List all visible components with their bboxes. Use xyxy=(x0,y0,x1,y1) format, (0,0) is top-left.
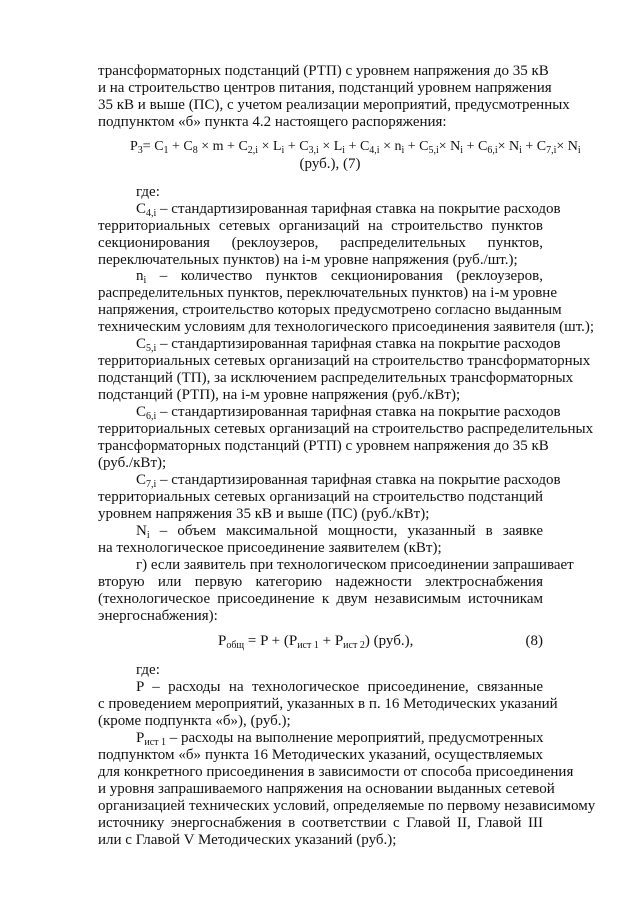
text-line: трансформаторных подстанций (РТП) с уровнем напряжения до 35 кВ xyxy=(98,63,549,79)
formula-7-term: × L xyxy=(318,139,343,154)
def-c6: $C_{6,i}$ – стандартизированная тарифная ставка на покрытие расходов xyxy=(136,404,561,422)
text-line: напряжения, строительство которых предусмотрено согласно выданным xyxy=(98,302,562,318)
formula-7-term: × N xyxy=(556,139,578,154)
formula-7-term: + C xyxy=(463,139,488,154)
text-line: подстанций (РТП), на i-м уровне напряжения (руб./кВт); xyxy=(98,387,461,403)
formula-7-term: × n xyxy=(379,139,402,154)
text-line: 35 кВ и выше (ПС), с учетом реализации мероприятий, предусмотренных xyxy=(98,97,570,113)
formula-7-subscript: i xyxy=(460,145,464,156)
text-line: источнику энергоснабжения в соответствии с Главой II, Главой III xyxy=(98,815,543,831)
text-line: секционирования (реклоузеров, распределительных пунктов, xyxy=(98,235,543,251)
text-line: подпунктом «б» пункта 16 Методических указаний, осуществляемых xyxy=(98,747,543,763)
text-line: г) если заявитель при технологическом присоединении запрашивает xyxy=(136,557,574,573)
text-line: уровнем напряжения 35 кВ и выше (ПС) (руб./кВт); xyxy=(98,506,430,522)
formula-7-subscript: 3,i xyxy=(308,145,319,156)
formula-7-term: × N xyxy=(497,139,520,154)
text-line: распределительных пунктов, переключательных пунктов) на i-м уровне xyxy=(98,285,557,301)
text-line: и уровня запрашиваемого напряжения на основании выданных сетевой xyxy=(98,781,555,797)
formula-7-term: + C xyxy=(521,139,547,154)
def-c7: $C_{7,i}$ – стандартизированная тарифная ставка на покрытие расходов xyxy=(136,472,561,490)
formula-7-subscript: 7,i xyxy=(546,145,557,156)
text-line: вторую или первую категорию надежности электроснабжения xyxy=(98,574,543,590)
text-line: трансформаторных подстанций (РТП) с уровнем напряжения до 35 кВ xyxy=(98,438,549,454)
formula-7-term: + C xyxy=(168,139,193,154)
formula-7-subscript: 4,i xyxy=(369,145,380,156)
formula-7-term: + C xyxy=(284,139,309,154)
formula-7-term: + C xyxy=(404,139,429,154)
text-line: подстанций (ТП), за исключением распределительных трансформаторных xyxy=(98,370,574,386)
text-line: и на строительство центров питания, подстанций уровнем напряжения xyxy=(98,80,552,96)
def-pist1: $P_{ист 1}$ – расходы на выполнение мероприятий, предусмотренных xyxy=(136,730,544,748)
text-line: территориальных сетевых организаций на строительство подстанций xyxy=(98,489,543,505)
formula-7-subscript: i xyxy=(342,145,346,156)
formula-7-term: + C xyxy=(345,139,370,154)
formula-7-term: × m + C xyxy=(197,139,248,154)
formula-7-subscript: 6,i xyxy=(487,145,498,156)
formula-8-number: (8) xyxy=(525,633,543,649)
text-line: территориальных сетевых организаций на строительство трансформаторных xyxy=(98,353,591,369)
formula-7-subscript: 2,i xyxy=(247,145,259,156)
text-line: территориальных сетевых организаций на строительство распределительных xyxy=(98,421,594,437)
formula-7-subscript: i xyxy=(519,145,522,156)
text-line: с проведением мероприятий, указанных в п. 16 Методических указаний xyxy=(98,696,558,712)
text-line: территориальных сетевых организаций на строительство пунктов xyxy=(98,218,543,234)
def-ni: $n_i$ – количество пунктов секционирования (реклоузеров, xyxy=(136,268,543,286)
text-line: на технологическое присоединение заявителем (кВт); xyxy=(98,540,442,556)
def-c5: $C_{5,i}$ – стандартизированная тарифная ставка на покрытие расходов xyxy=(136,336,561,354)
formula-7-term: × L xyxy=(258,139,282,154)
text-line: подпунктом «б» пункта 4.2 настоящего распоряжения: xyxy=(98,114,447,130)
text-line: (кроме подпункта «б»), (руб.); xyxy=(98,713,291,729)
formula-7-number: (руб.), (7) xyxy=(299,156,361,172)
def-c4: $C_{4,i}$ – стандартизированная тарифная ставка на покрытие расходов xyxy=(136,201,561,219)
text-line: или с Главой V Методических указаний (руб.); xyxy=(98,832,397,848)
formula-7-subscript: i xyxy=(281,145,285,156)
formula-7-subscript: 1 xyxy=(163,145,169,156)
text-line: техническим условиям для технологического присоединения заявителя (шт.); xyxy=(98,319,595,335)
formula-7-subscript: 8 xyxy=(192,145,198,156)
text-line: энергоснабжения): xyxy=(98,608,218,624)
text-line: для конкретного присоединения в зависимости от способа присоединения xyxy=(98,764,574,780)
formula-7-subscript: i xyxy=(577,145,581,156)
formula-7: $P_3= C_1 + C_8 \times m + C_{2,i} \times L_i + C_{3,i} \times L_i + C_{4,i} \times n_i + C_{5,i}\times N_i + C_{6,i}\times N_i + C_{7,i}\times N_i$ xyxy=(130,139,581,156)
text-line: (технологическое присоединение к двум независимым источникам xyxy=(98,591,543,607)
formula-7-subscript: i xyxy=(401,145,405,156)
formula-7-subscript: 5,i xyxy=(428,145,439,156)
def-ni-power: $N_i$ – объем максимальной мощности, указанный в заявке xyxy=(136,523,543,541)
text-line: переключательных пунктов) на i-м уровне напряжения (руб./шт.); xyxy=(98,252,518,268)
def-p: P – расходы на технологическое присоединение, связанные xyxy=(136,679,543,695)
where-label: где: xyxy=(136,184,160,200)
where-label: где: xyxy=(136,662,160,678)
text-line: организацией технических условий, определяемые по первому независимому xyxy=(98,798,596,814)
formula-7-term: × N xyxy=(438,139,461,154)
text-line: (руб./кВт); xyxy=(98,455,167,471)
formula-8: $P_{общ} = P + (P_{ист 1} + P_{ист 2})$ (руб.), xyxy=(218,633,414,651)
